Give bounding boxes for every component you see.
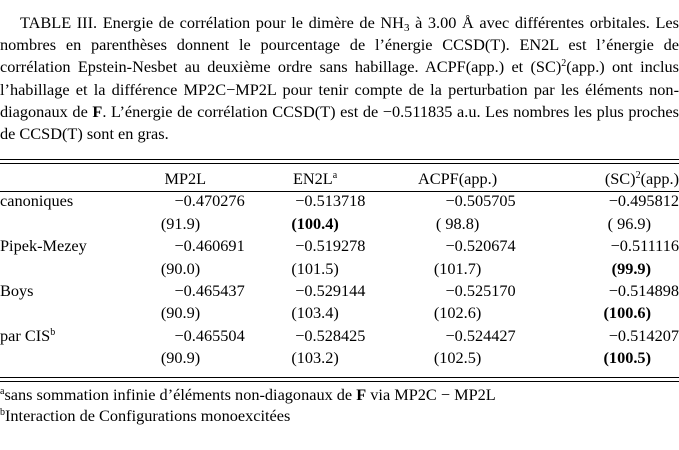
energy-value: −0.524427 xyxy=(445,325,516,345)
row-label-empty xyxy=(0,302,126,324)
energy-value: −0.513718 xyxy=(295,191,366,211)
row-label xyxy=(0,280,126,302)
row-label-empty xyxy=(0,258,126,280)
percent-value: (103.4) xyxy=(291,303,339,323)
percent-value: (101.7) xyxy=(433,258,482,278)
percent-value: (100.6) xyxy=(603,303,651,323)
row-label xyxy=(0,235,126,257)
energy-value: −0.465437 xyxy=(174,281,245,301)
row-label-text: par CIS xyxy=(0,325,51,345)
percent-value: (102.6) xyxy=(433,303,482,323)
energy-value: −0.529144 xyxy=(295,281,366,301)
footnote-a-text-2: via MP2C − MP2L xyxy=(370,385,496,404)
header-sc2-tail: (app.) xyxy=(640,169,679,188)
row-label-text: canoniques xyxy=(0,191,74,211)
caption-text-1: Energie de corrélation pour le dimère de NH xyxy=(102,13,404,32)
bottom-rule-2 xyxy=(0,381,679,382)
energy-value: −0.520674 xyxy=(445,236,516,256)
caption-text-2: à 3.00 Å avec différentes orbitales. Les nombres en parenthèses donnent le pourcentage de l’énergie CCSD(T). EN2L est l’énergie de corrélation Epstein-Nesbet au deuxième ordre sans habillage. ACPF(app.) et (SC) xyxy=(0,13,679,77)
row-label-empty xyxy=(0,347,126,369)
energy-value: −0.525170 xyxy=(445,281,516,301)
table-row-percent xyxy=(0,347,679,369)
row-label-empty xyxy=(0,213,126,235)
footnote-a-mark: a xyxy=(0,386,5,397)
caption-text-4: . L’énergie de corrélation CCSD(T) est de −0.511835 a.u. Les nombres les plus proches de CCSD(T) sont en gras. xyxy=(0,101,679,144)
percent-value: (90.9) xyxy=(160,348,201,368)
percent-value: (101.5) xyxy=(291,258,339,278)
footnote-a-text-1: sans sommation infinie d’éléments non-diagonaux de xyxy=(4,385,353,404)
header-sc2-sup: 2 xyxy=(635,170,641,181)
header-acpf: ACPF(app.) xyxy=(417,169,498,188)
footnote-a-bold: F xyxy=(356,385,367,404)
top-rule-2 xyxy=(0,163,679,164)
caption-superscript: 2 xyxy=(561,58,567,70)
table-caption xyxy=(0,12,679,145)
table-row-percent xyxy=(0,302,679,324)
percent-value: (100.4) xyxy=(291,213,339,233)
energy-value: −0.505705 xyxy=(445,191,516,211)
energy-value: −0.460691 xyxy=(174,236,245,256)
energy-value: −0.511116 xyxy=(610,236,679,256)
row-label-text: Pipek-Mezey xyxy=(0,236,87,256)
header-row xyxy=(0,168,679,190)
percent-value: (103.2) xyxy=(291,348,339,368)
correlation-table xyxy=(0,168,679,370)
energy-value: −0.495812 xyxy=(608,191,679,211)
header-en2l-sup: a xyxy=(332,170,338,181)
table-row-percent xyxy=(0,258,679,280)
table-row xyxy=(0,280,679,302)
percent-value: ( 98.8) xyxy=(435,213,480,233)
header-empty xyxy=(0,168,126,190)
percent-value: ( 96.9) xyxy=(607,213,651,233)
caption-text-3: (app.) ont inclus l’habillage et la différence MP2C−MP2L pour tenir compte de la perturbation par les éléments non-diagonaux de xyxy=(0,57,679,121)
energy-value: −0.470276 xyxy=(174,191,245,211)
percent-value: (90.9) xyxy=(160,303,201,323)
footnote-b-mark: b xyxy=(0,407,5,418)
percent-value: (100.5) xyxy=(603,348,651,368)
energy-value: −0.514898 xyxy=(608,281,679,301)
table-row xyxy=(0,190,679,212)
row-label-sup: b xyxy=(50,326,56,338)
table-row-percent xyxy=(0,213,679,235)
table-row xyxy=(0,325,679,347)
row-label-text: Boys xyxy=(0,281,34,301)
percent-value: (99.9) xyxy=(611,258,651,278)
header-sc2 xyxy=(530,168,679,190)
caption-bold-f: F xyxy=(92,101,103,121)
row-label xyxy=(0,190,126,212)
energy-value: −0.514207 xyxy=(608,325,679,345)
percent-value: (102.5) xyxy=(433,348,482,368)
table-row xyxy=(0,235,679,257)
header-sc2-text: (SC) xyxy=(604,169,636,188)
footnote-b xyxy=(0,405,679,426)
footnote-b-text: Interaction de Configurations monoexcitées xyxy=(5,406,291,425)
energy-value: −0.528425 xyxy=(295,325,366,345)
bottom-rule-1 xyxy=(0,377,679,378)
caption-subscript: 3 xyxy=(403,22,410,34)
energy-value: −0.519278 xyxy=(295,236,366,256)
energy-value: −0.465504 xyxy=(174,325,245,345)
percent-value: (90.0) xyxy=(160,258,201,278)
header-en2l-text: EN2L xyxy=(292,169,333,188)
header-mp2l: MP2L xyxy=(164,169,207,188)
table-body xyxy=(0,190,679,369)
footnote-a xyxy=(0,384,679,405)
row-label xyxy=(0,325,126,347)
top-rule-1 xyxy=(0,159,679,160)
header-en2l xyxy=(245,168,386,190)
table-label: TABLE III. xyxy=(20,13,98,32)
footnotes xyxy=(0,384,679,426)
percent-value: (91.9) xyxy=(160,213,201,233)
